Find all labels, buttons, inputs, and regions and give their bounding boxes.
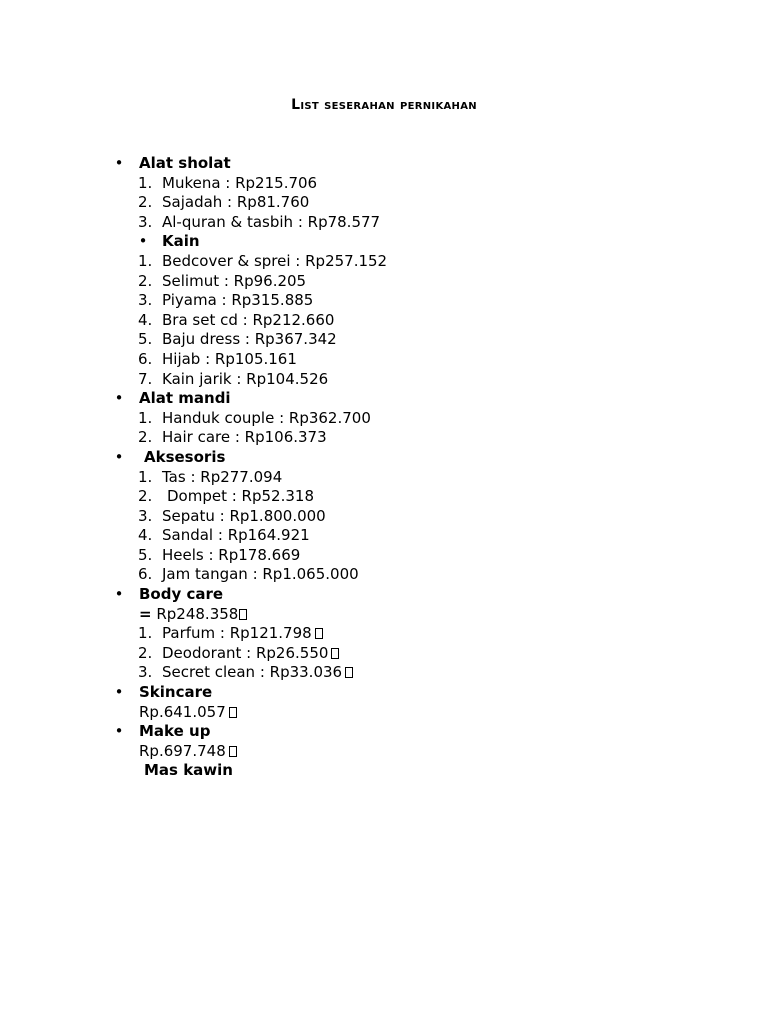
list-item: 1. Tas : Rp277.094 — [138, 467, 283, 486]
list-item: 3. Secret clean : Rp33.036 — [110, 663, 710, 683]
list-item: 1. Mukena : Rp215.706 — [138, 173, 318, 192]
bullet-icon: • — [114, 683, 124, 702]
equals-sign: = — [139, 604, 152, 623]
list-item: 5. Heels : Rp178.669 — [138, 545, 301, 564]
list-item: 5. Baju dress : Rp367.342 — [138, 330, 337, 349]
missing-glyph-icon — [345, 667, 353, 678]
list-item: 2. Sajadah : Rp81.760 — [138, 193, 310, 212]
list-item: 2. Selimut : Rp96.205 — [138, 271, 307, 290]
section-heading-aksesoris: • Aksesoris — [110, 448, 710, 468]
list-item: 6. Jam tangan : Rp1.065.000 — [138, 565, 359, 584]
document-title: List seserahan pernikahan — [291, 97, 477, 113]
section-heading-mas-kawin: Mas kawin — [144, 761, 233, 780]
section-heading-alat-mandi: • Alat mandi — [110, 389, 710, 409]
section-heading-skincare: • Skincare — [110, 683, 710, 703]
missing-glyph-icon — [331, 648, 339, 659]
list-item: 2. Dompet : Rp52.318 — [138, 487, 314, 506]
list-item: 3. Piyama : Rp315.885 — [138, 291, 314, 310]
section-heading-alat-sholat: • Alat sholat — [110, 154, 710, 174]
missing-glyph-icon — [229, 707, 237, 718]
list-item: 2. Deodorant : Rp26.550 — [110, 644, 710, 664]
bullet-icon: • — [114, 389, 124, 408]
missing-glyph-icon — [239, 609, 247, 620]
section-total: Rp.641.057 — [110, 703, 710, 723]
missing-glyph-icon — [315, 628, 323, 639]
bullet-icon: • — [114, 154, 124, 172]
list-item: 2. Hair care : Rp106.373 — [138, 428, 327, 447]
section-heading-body-care: • Body care — [110, 585, 710, 605]
section-heading-kain: • Kain — [110, 232, 710, 252]
section-heading-make-up: • Make up — [110, 722, 710, 742]
bullet-icon: • — [138, 232, 148, 251]
list-item: 4. Bra set cd : Rp212.660 — [138, 310, 335, 329]
section-total: Rp.697.748 — [110, 742, 710, 762]
missing-glyph-icon — [229, 746, 237, 757]
list-item: 4. Sandal : Rp164.921 — [138, 526, 310, 545]
list-item: 1. Parfum : Rp121.798 — [110, 624, 710, 644]
bullet-icon: • — [114, 722, 124, 741]
list-item: 6. Hijab : Rp105.161 — [138, 349, 297, 368]
bullet-icon: • — [114, 447, 124, 466]
list-item: 1. Handuk couple : Rp362.700 — [138, 408, 371, 427]
bullet-icon: • — [114, 585, 124, 604]
list-item: 1. Bedcover & sprei : Rp257.152 — [138, 251, 388, 270]
seserahan-list — [110, 154, 710, 781]
list-item: 3. Al-quran & tasbih : Rp78.577 — [138, 212, 381, 231]
list-item: 3. Sepatu : Rp1.800.000 — [138, 506, 326, 525]
total-value: Rp248.358 — [156, 604, 239, 623]
list-item: 7. Kain jarik : Rp104.526 — [138, 369, 329, 388]
section-total — [110, 605, 710, 625]
